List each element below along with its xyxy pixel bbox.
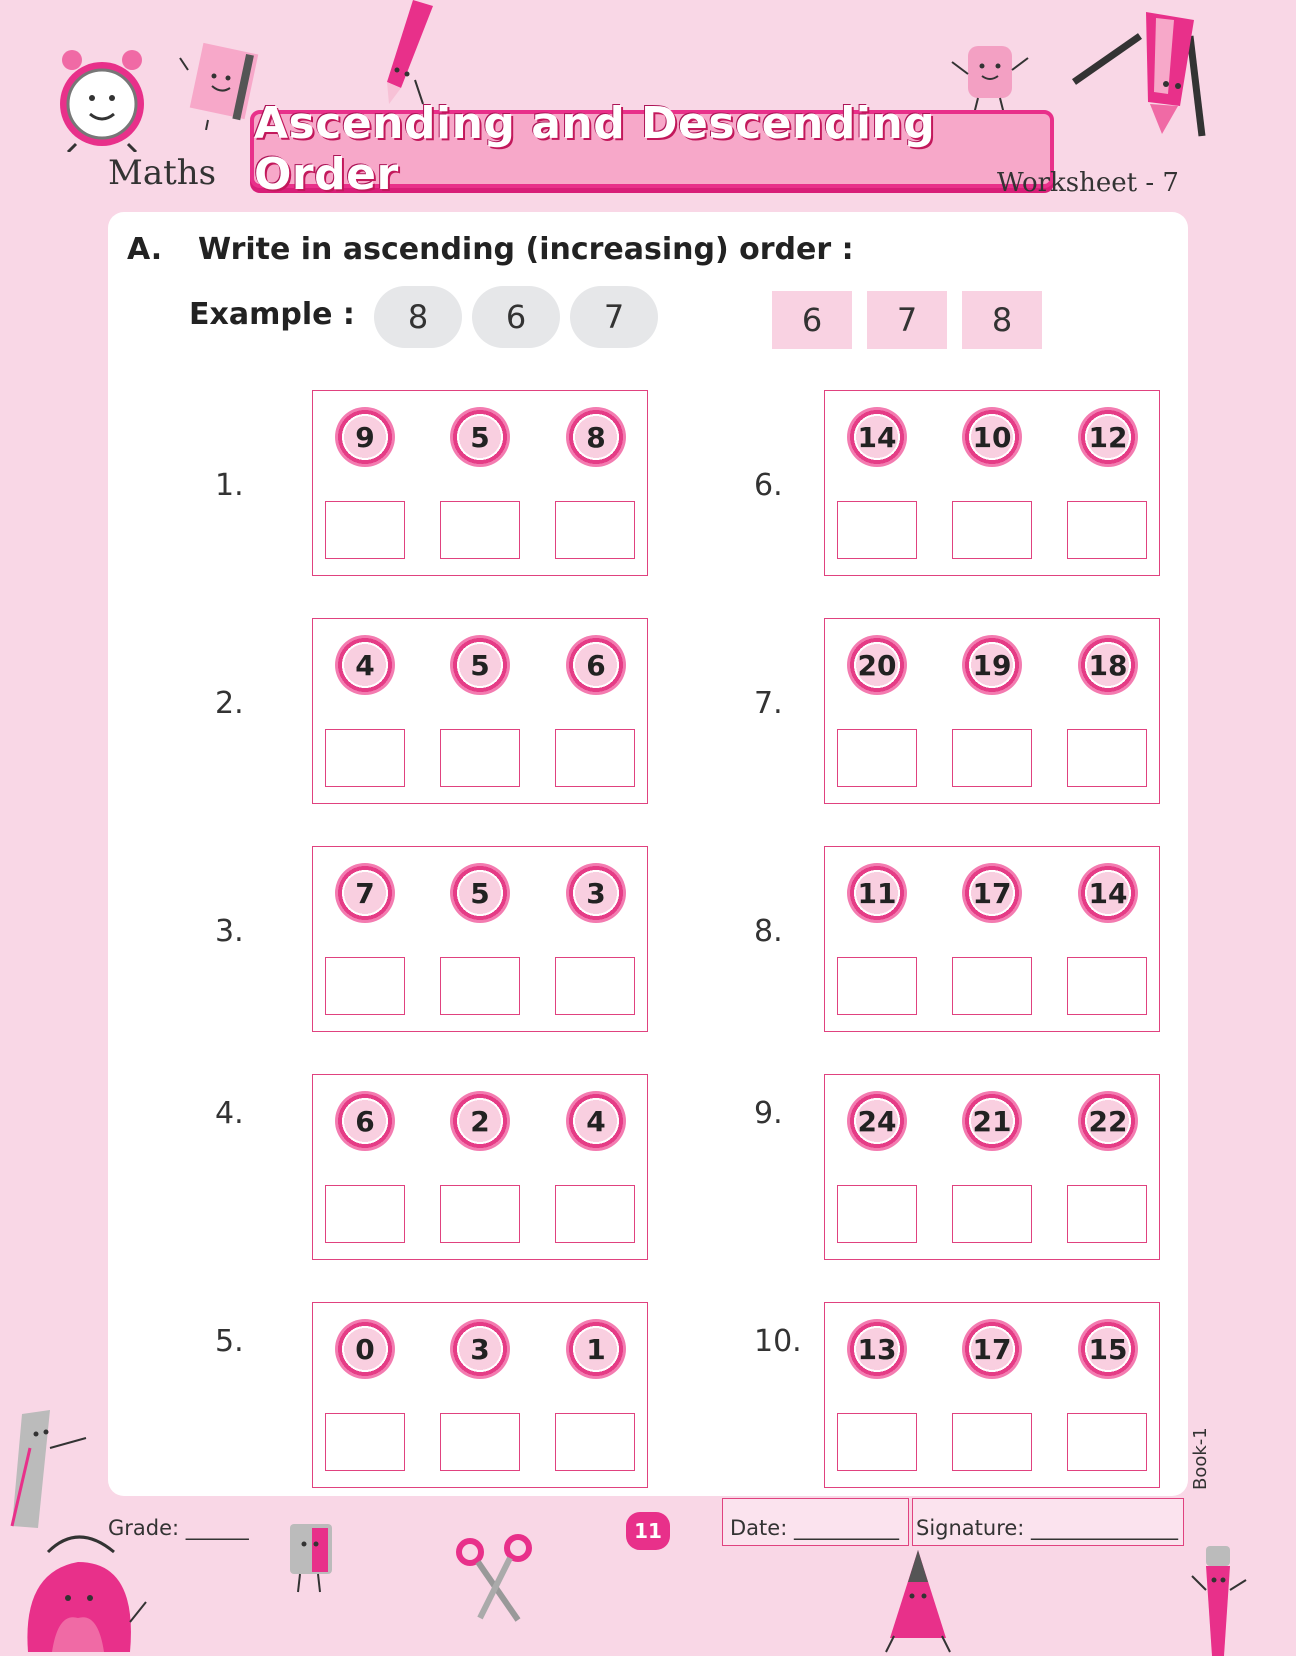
page-title: Ascending and Descending Order — [254, 98, 936, 200]
question-number: 10. — [754, 1324, 802, 1359]
question-number: 2. — [215, 686, 244, 721]
compass-icon — [1070, 6, 1220, 146]
answer-blank[interactable] — [555, 1185, 635, 1243]
given-number-badge: 3 — [566, 863, 626, 923]
question-number: 1. — [215, 468, 244, 503]
answer-blank[interactable] — [1067, 729, 1147, 787]
given-number-badge: 22 — [1078, 1091, 1138, 1151]
given-number-badge: 14 — [847, 407, 907, 467]
answer-blank[interactable] — [837, 1185, 917, 1243]
example-answer-number: 7 — [867, 291, 947, 349]
crayon-icon — [884, 1548, 954, 1654]
example-answer-number: 6 — [772, 291, 852, 349]
page-number: 11 — [626, 1512, 670, 1550]
ruler-icon — [10, 1408, 90, 1538]
given-number-badge: 5 — [450, 407, 510, 467]
given-number-badge: 20 — [847, 635, 907, 695]
given-number-badge: 5 — [450, 863, 510, 923]
answer-blank[interactable] — [555, 1413, 635, 1471]
answer-blank[interactable] — [837, 501, 917, 559]
pencil-icon — [375, 0, 445, 110]
answer-blank[interactable] — [1067, 1185, 1147, 1243]
section-letter: A. — [127, 232, 163, 267]
signature-field[interactable]: Signature: ______________ — [916, 1516, 1179, 1540]
subject-label: Maths — [108, 153, 217, 193]
answer-blank[interactable] — [555, 501, 635, 559]
book-label: Book-1 — [1190, 1427, 1211, 1490]
title-banner — [250, 98, 1054, 200]
given-number-badge: 10 — [962, 407, 1022, 467]
given-number-badge: 0 — [335, 1319, 395, 1379]
given-number-badge: 4 — [566, 1091, 626, 1151]
given-number-badge: 7 — [335, 863, 395, 923]
question-number: 7. — [754, 686, 783, 721]
answer-blank[interactable] — [1067, 1413, 1147, 1471]
answer-blank[interactable] — [952, 501, 1032, 559]
given-number-badge: 17 — [962, 863, 1022, 923]
given-number-badge: 24 — [847, 1091, 907, 1151]
question-number: 5. — [215, 1324, 244, 1359]
example-answer-number: 8 — [962, 291, 1042, 349]
question-number: 3. — [215, 914, 244, 949]
given-number-badge: 18 — [1078, 635, 1138, 695]
worksheet-number: Worksheet - 7 — [997, 168, 1179, 198]
example-label: Example : — [189, 297, 355, 332]
section-instruction: Write in ascending (increasing) order : — [198, 232, 854, 267]
given-number-badge: 14 — [1078, 863, 1138, 923]
answer-blank[interactable] — [555, 957, 635, 1015]
answer-blank[interactable] — [325, 957, 405, 1015]
given-number-badge: 21 — [962, 1091, 1022, 1151]
answer-blank[interactable] — [952, 957, 1032, 1015]
example-given-number: 6 — [472, 286, 560, 348]
answer-blank[interactable] — [837, 729, 917, 787]
given-number-badge: 3 — [450, 1319, 510, 1379]
answer-blank[interactable] — [837, 1413, 917, 1471]
given-number-badge: 12 — [1078, 407, 1138, 467]
answer-blank[interactable] — [440, 501, 520, 559]
answer-blank[interactable] — [325, 729, 405, 787]
given-number-badge: 19 — [962, 635, 1022, 695]
answer-blank[interactable] — [1067, 957, 1147, 1015]
given-number-badge: 8 — [566, 407, 626, 467]
given-number-badge: 17 — [962, 1319, 1022, 1379]
answer-blank[interactable] — [440, 1185, 520, 1243]
example-given-number: 7 — [570, 286, 658, 348]
answer-blank[interactable] — [440, 957, 520, 1015]
grade-field[interactable]: Grade: ______ — [108, 1516, 249, 1540]
given-number-badge: 15 — [1078, 1319, 1138, 1379]
given-number-badge: 13 — [847, 1319, 907, 1379]
question-number: 8. — [754, 914, 783, 949]
question-number: 6. — [754, 468, 783, 503]
answer-blank[interactable] — [555, 729, 635, 787]
alarm-clock-icon — [52, 42, 152, 152]
given-number-badge: 1 — [566, 1319, 626, 1379]
answer-blank[interactable] — [952, 729, 1032, 787]
answer-blank[interactable] — [952, 1185, 1032, 1243]
answer-blank[interactable] — [837, 957, 917, 1015]
bag-icon — [18, 1522, 148, 1656]
answer-blank[interactable] — [325, 501, 405, 559]
sharpener-icon — [284, 1522, 344, 1594]
answer-blank[interactable] — [440, 729, 520, 787]
given-number-badge: 2 — [450, 1091, 510, 1151]
question-number: 9. — [754, 1096, 783, 1131]
given-number-badge: 9 — [335, 407, 395, 467]
answer-blank[interactable] — [440, 1413, 520, 1471]
date-field[interactable]: Date: __________ — [730, 1516, 899, 1540]
given-number-badge: 11 — [847, 863, 907, 923]
answer-blank[interactable] — [325, 1185, 405, 1243]
given-number-badge: 4 — [335, 635, 395, 695]
question-number: 4. — [215, 1096, 244, 1131]
example-given-number: 8 — [374, 286, 462, 348]
answer-blank[interactable] — [952, 1413, 1032, 1471]
given-number-badge: 5 — [450, 635, 510, 695]
answer-blank[interactable] — [1067, 501, 1147, 559]
scissors-icon — [456, 1534, 532, 1624]
answer-blank[interactable] — [325, 1413, 405, 1471]
given-number-badge: 6 — [335, 1091, 395, 1151]
pen-icon — [1190, 1540, 1250, 1656]
given-number-badge: 6 — [566, 635, 626, 695]
